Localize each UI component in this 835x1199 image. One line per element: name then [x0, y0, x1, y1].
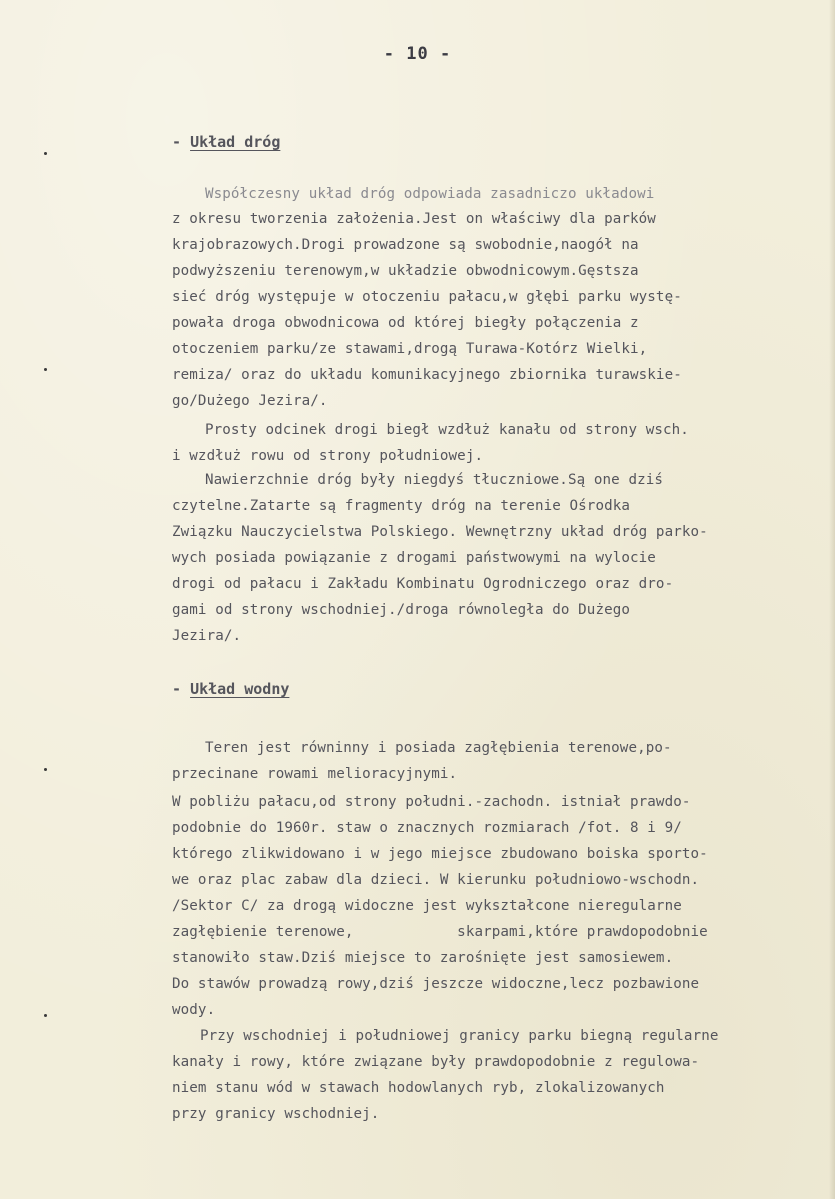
- page-number: - 10 -: [383, 44, 452, 64]
- text-line: Przy wschodniej i południowej granicy parku biegną regularne: [200, 1028, 719, 1044]
- punch-mark: [44, 152, 47, 155]
- section-heading-roads: - Układ dróg: [172, 133, 281, 151]
- text-line: kanały i rowy, które związane były prawdopodobnie z regulowa-: [172, 1054, 700, 1070]
- section-heading-water: - Układ wodny: [172, 680, 290, 698]
- text-line: krajobrazowych.Drogi prowadzone są swobodnie,naogół na: [172, 237, 639, 253]
- text-line: Jezira/.: [172, 628, 242, 644]
- text-line: Współczesny układ dróg odpowiada zasadniczo układowi: [205, 186, 655, 202]
- punch-mark: [44, 1014, 47, 1017]
- text-line: go/Dużego Jezira/.: [172, 393, 328, 409]
- text-line: podobnie do 1960r. staw o znacznych rozmiarach /fot. 8 i 9/: [172, 820, 682, 836]
- text-line: Teren jest równinny i posiada zagłębienia terenowe,po-: [205, 740, 672, 756]
- text-line: którego zlikwidowano i w jego miejsce zbudowano boiska sporto-: [172, 846, 708, 862]
- text-line: remiza/ oraz do układu komunikacyjnego zbiornika turawskie-: [172, 367, 682, 383]
- punch-mark: [44, 768, 47, 771]
- text-line: z okresu tworzenia założenia.Jest on właściwy dla parków: [172, 211, 656, 227]
- text-line: we oraz plac zabaw dla dzieci. W kierunku południowo-wschodn.: [172, 872, 700, 888]
- text-line: powała droga obwodnicowa od której biegły połączenia z: [172, 315, 639, 331]
- text-line: niem stanu wód w stawach hodowlanych ryb, zlokalizowanych: [172, 1080, 665, 1096]
- text-line: i wzdłuż rowu od strony południowej.: [172, 448, 484, 464]
- text-line: podwyższeniu terenowym,w układzie obwodnicowym.Gęstsza: [172, 263, 639, 279]
- text-line: drogi od pałacu i Zakładu Kombinatu Ogrodniczego oraz dro-: [172, 576, 674, 592]
- text-line: Do stawów prowadzą rowy,dziś jeszcze widoczne,lecz pozbawione: [172, 976, 700, 992]
- text-line: Związku Nauczycielstwa Polskiego. Wewnętrzny układ dróg parko-: [172, 524, 708, 540]
- paper-edge-shadow: [829, 0, 835, 1199]
- text-line: zagłębienie terenowe, skarpami,które prawdopodobnie: [172, 924, 708, 940]
- text-line: przecinane rowami melioracyjnymi.: [172, 766, 458, 782]
- punch-mark: [44, 368, 47, 371]
- text-line: /Sektor C/ za drogą widoczne jest wykształcone nieregularne: [172, 898, 682, 914]
- text-line: przy granicy wschodniej.: [172, 1106, 380, 1122]
- text-line: czytelne.Zatarte są fragmenty dróg na terenie Ośrodka: [172, 498, 631, 514]
- section-heading-water-text: Układ wodny: [190, 680, 290, 698]
- text-line: wody.: [172, 1002, 216, 1018]
- text-line: gami od strony wschodniej./droga równoległa do Dużego: [172, 602, 631, 618]
- text-line: stanowiło staw.Dziś miejsce to zarośnięte jest samosiewem.: [172, 950, 674, 966]
- text-line: W pobliżu pałacu,od strony południ.-zachodn. istniał prawdo-: [172, 794, 691, 810]
- section-heading-roads-text: Układ dróg: [190, 133, 281, 151]
- text-line: sieć dróg występuje w otoczeniu pałacu,w głębi parku wystę-: [172, 289, 682, 305]
- text-line: Nawierzchnie dróg były niegdyś tłuczniowe.Są one dziś: [205, 472, 664, 488]
- text-line: otoczeniem parku/ze stawami,drogą Turawa-Kotórz Wielki,: [172, 341, 648, 357]
- text-line: wych posiada powiązanie z drogami państwowymi na wylocie: [172, 550, 656, 566]
- text-line: Prosty odcinek drogi biegł wzdłuż kanału od strony wsch.: [205, 422, 689, 438]
